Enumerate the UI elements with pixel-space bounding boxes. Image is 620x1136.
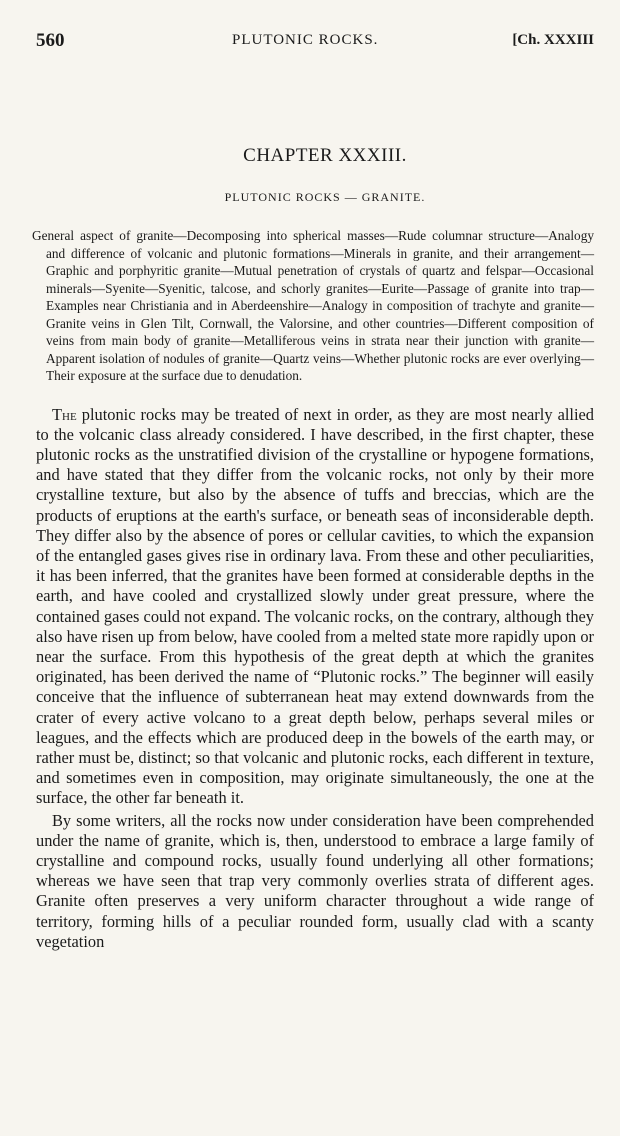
chapter-heading: CHAPTER XXXIII. [243,145,407,166]
running-title: PLUTONIC ROCKS. [232,32,379,48]
running-header [36,30,594,52]
paragraph-lead-word: The [52,404,77,424]
body-paragraph-2: By some writers, all the rocks now under consideration have been comprehended under the name of granite, which is, then, understood to embrace a large family of crystalline and compound rocks, usually found underlying all other formations; whereas we have seen that trap very commonly overlies strata of different ages. Granite often preserves a very uniform character throughout a wide range of territory, forming hills of a peculiar rounded form, usually clad with a scanty vegetation [36,810,594,951]
chapter-subtitle: PLUTONIC ROCKS — GRANITE. [224,190,426,204]
page-number: 560 [36,30,65,51]
paragraph-1-text: plutonic rocks may be treated of next in order, as they are most nearly allied to the volcanic class already considered. I have described, in the first chapter, these plutonic rocks as the unstratified division of the crystalline or hypogene formations, and have stated that they differ from the volcanic rocks, not only by their more crystalline texture, but also by the absence of tuffs and breccias, which are the products of eruptions at the earth's surface, or beneath seas of inconsiderable depth. They differ also by the absence of pores or cellular cavities, to which the expansion of the entangled gases gives rise in ordinary lava. From these and other peculiarities, it has been inferred, that the granites have been formed at considerable depths in the earth, and have cooled and crystallized slowly under great pressure, where the contained gases could not expand. The volcanic rocks, on the contrary, although they also have risen up from below, have cooled from a melted state more rapidly upon or near the surface. From this hypothesis of the great depth at which the granites originated, has been derived the name of “Plutonic rocks.” The beginner will easily conceive that the influence of subterranean heat may extend downwards from the crater of every active volcano to a great depth below, perhaps several miles or leagues, and the effects which are produced deep in the bowels of the earth may, or rather must be, distinct; so that volcanic and plutonic rocks, each different in texture, and sometimes even in composition, may originate simultaneously, the one at the surface, the other far beneath it. [36,404,594,808]
chapter-reference: [Ch. XXXIII [512,32,594,48]
chapter-synopsis: General aspect of granite—Decomposing into spherical masses—Rude columnar structure—Analogy and difference of volcanic and plutonic formations—Minerals in granite, and their arrangement—Graphic and porphyritic granite—Mutual penetration of crystals of quartz and felspar—Occasional minerals—Syenite—Syenitic, talcose, and schorly granites—Eurite—Passage of granite into trap—Examples near Christiania and in Aberdeenshire—Analogy in composition of trachyte and granite—Granite veins in Glen Tilt, Cornwall, the Valorsine, and other countries—Different composition of veins from main body of granite—Metalliferous veins in strata near their junction with granite—Apparent isolation of nodules of granite—Quartz veins—Whether plutonic rocks are ever overlying—Their exposure at the surface due to denudation. [32,228,594,383]
body-paragraph-1 [36,405,594,809]
